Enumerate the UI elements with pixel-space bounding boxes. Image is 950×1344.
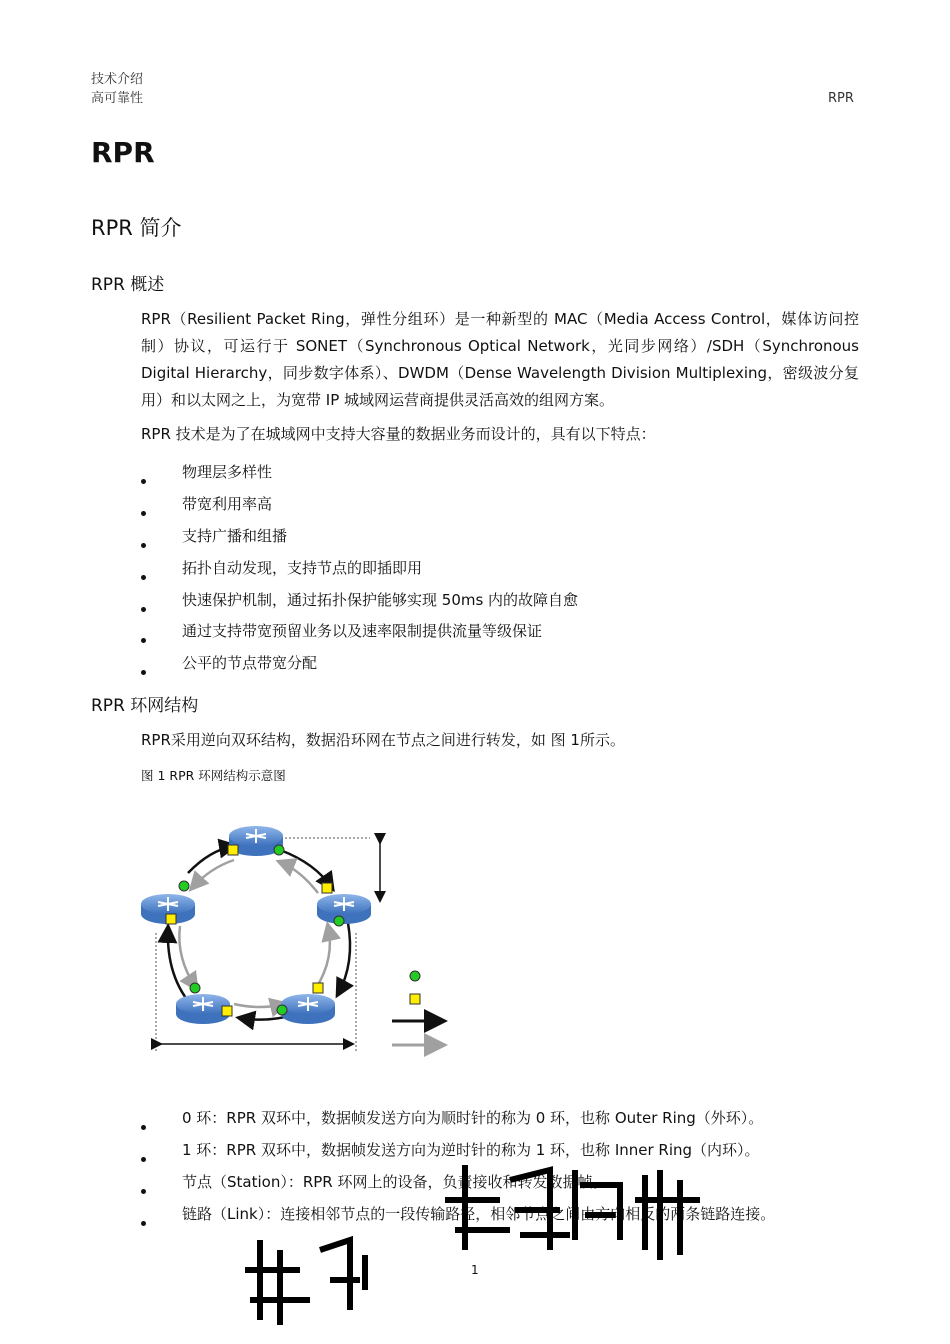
page-title: RPR <box>91 136 155 169</box>
figure-caption: 图 1 RPR 环网结构示意图 <box>141 768 286 783</box>
header-category <box>91 70 143 108</box>
outer-ring-0 <box>168 846 350 1020</box>
ring-paragraph: RPR采用逆向双环结构，数据沿环网在节点之间进行转发，如 图 1所示。 <box>141 731 625 749</box>
ring-heading: RPR 环网结构 <box>91 696 199 716</box>
page-number: 1 <box>471 1263 479 1277</box>
rpr-ring-diagram <box>130 808 460 1068</box>
overview-heading: RPR 概述 <box>91 275 165 295</box>
header-category-line1: 技术介绍 <box>91 72 144 87</box>
overview-paragraph-1: RPR（Resilient Packet Ring，弹性分组环）是一种新型的 MAC（Media Access Control，媒体访问控制）协议，可运行于 SONET（Synchronous Optical Network，光同步网络）/SDH（Synchronous Digital Hierarchy，同步数字体系）、DWDM（Dense Wavelength Division Multiplexing，密级波分复用）和以太网之上，为宽带 IP 城域网运营商提供灵活高效的组网方案。 <box>141 310 859 409</box>
router-icon <box>281 994 335 1024</box>
diagram-legend <box>392 971 442 1045</box>
header-category-line2: 高可靠性 <box>91 91 144 106</box>
ink-artifact-strokes <box>240 1140 720 1330</box>
section-title: RPR 简介 <box>91 216 182 240</box>
inner-ring-1 <box>179 860 330 1007</box>
overview-paragraph-2: RPR 技术是为了在城域网中支持大容量的数据业务而设计的，具有以下特点： <box>141 425 656 443</box>
header-doc-name: RPR <box>828 91 854 106</box>
